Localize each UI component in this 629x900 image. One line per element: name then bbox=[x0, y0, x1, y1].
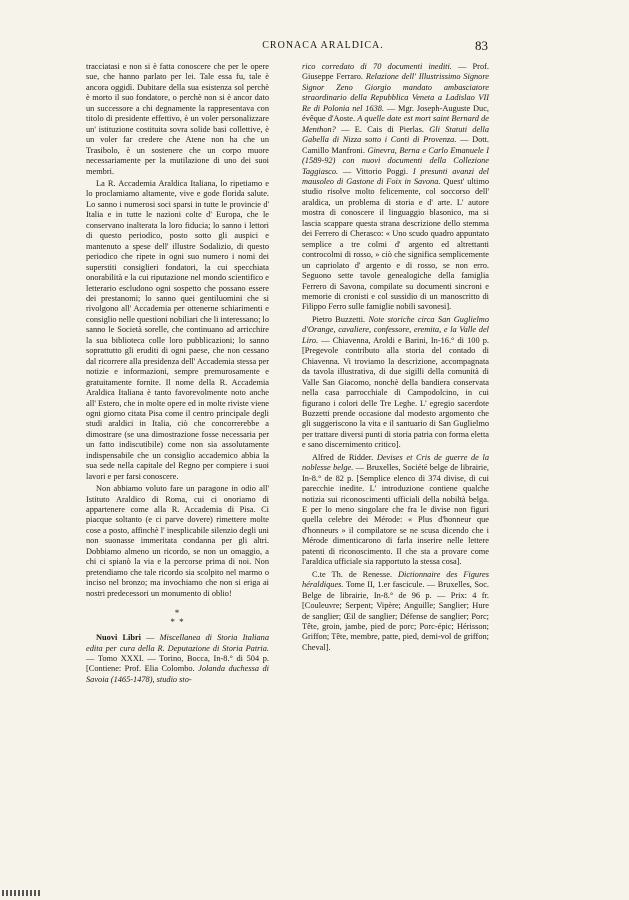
author: C.te Th. de Renesse. bbox=[312, 569, 398, 579]
entry-buzzetti bbox=[302, 315, 489, 451]
section-heading-nuovi-libri: Nuovi Libri bbox=[96, 633, 141, 643]
author: — Mgr. Joseph-Auguste Duc, évêque d'Aoste. bbox=[302, 103, 489, 124]
entry-miscellanea-contents bbox=[302, 62, 489, 313]
book-title: Miscellanea di Storia Italiana edita per cura della R. Deputazione di Storia Patria. bbox=[86, 633, 270, 653]
review-text: Tome II, 1.er fascicule. — Bruxelles, Soc. Belge de librairie, In-8.° de 96 p. — Prix: 4 fr. [Couleuvre; Serpent; Vipère; Anguille; Sanglier; Hure de sanglier; Œil de sanglier; Défense de sanglier; Porc; Tête, groin, jambe, pied de porc; Porc-épic; Hérisson; Griffon; Tête, membre, patte, pied, demi-vol de griffon; Cheval]. bbox=[302, 580, 489, 652]
book-title: Devises et Cris de guerre de la noblesse belge. bbox=[302, 452, 489, 473]
section-separator-stars: * * * bbox=[170, 608, 185, 628]
dash: — bbox=[141, 633, 160, 643]
author: Alfred de Ridder. bbox=[312, 452, 377, 462]
paragraph-accademia: La R. Accademia Araldica Italiana, lo ripetiamo e lo proclamiamo altamente, vive e gode florida salute. Lo sanno i numerosi soci sparsi in tutte le provincie d' Italia e in tutte le nazioni colte d' Europa, che le conservano inalterata la loro fiducia; lo sanno i lettori di questo periodico, posto sotto gli auspici e mantenuto a spese dell' illustre Sodalizio, di questo periodico che ripete in ogni suo numero i nomi dei superstiti consiglieri fondatori, la cui specchiata onorabilità e la cui riputazione nel mondo scientifico e letterario escludono ogni sospetto che possano essere dei prestanomi; lo sanno quei gentiluomini che si rivolgono all' Accademia per ottenerne schiarimenti e consiglio nelle questioni nobiliari che li interessano; lo sanno le Società sorelle, che continuano ad arricchire la sua biblioteca colle loro pubblicazioni; lo sanno soprattutto gli eruditi di ogni paese, che non cessano dal ricorrere alla presidenza dell' Accademia stessa per notizie e informazioni, sempre premurosamente e gratuitamente fornite. Il nome della R. Accademia Araldica Italiana è tanto favorevolmente noto anche all' Estero, che in molte opere ed in molte riviste viene ogni giorno citata Pisa come il centro principale degli studi araldici in Italia, ciò che concorrerebbe a dimostrare (se una dimostrazione fosse necessaria per un fatto indiscutibile) come non sia assolutamente indispensabile che un consiglio accademico abbia la sua sede nella capitale del Regno per compiere i suoi lavori e per farsi conoscere. bbox=[86, 178, 269, 481]
article-title: Jolanda duchessa di Savoia (1465-1478), studio sto- bbox=[86, 664, 269, 684]
author: — Dott. Camillo Manfroni. bbox=[302, 135, 489, 155]
article-title: I presunti avanzi del mausoleo di Gastone di Foix in Savona. bbox=[302, 166, 489, 186]
author: — Vittorio Poggi. bbox=[338, 166, 413, 176]
article-title: Gli Statuti della Gabella di Nizza sotto i Conti di Provenza. bbox=[302, 124, 489, 145]
left-column bbox=[86, 62, 269, 685]
nuovi-libri-entry bbox=[86, 633, 269, 685]
running-header-title: CRONACA ARALDICA. bbox=[262, 40, 384, 51]
article-title: rico corredato di 70 documenti inediti. bbox=[302, 62, 452, 71]
article-title: A quelle date est mort saint Bernard de Menthon? bbox=[302, 114, 490, 134]
right-column bbox=[302, 62, 489, 653]
scan-ruler-mark bbox=[2, 890, 40, 896]
author: — E. Cais di Pierlas. bbox=[335, 124, 430, 134]
book-details: — Tomo XXXI. — Torino, Bocca, In-8.° di 504 p. [Contiene: Prof. Elia Colombo. bbox=[86, 654, 269, 674]
article-title: Ginevra, Berna e Carlo Emanuele I (1589-92) con nuovi documenti della Collezione Taggiasco. bbox=[302, 145, 489, 176]
entry-renesse bbox=[302, 570, 489, 654]
book-title: Note storiche circa San Guglielmo d'Orange, cavaliere, confessore, eremita, e la Valle del Liro. bbox=[302, 314, 490, 345]
page-number: 83 bbox=[475, 38, 488, 53]
review-text: — Bruxelles, Société belge de librairie, In-8.° de 82 p. [Semplice elenco di 374 divise, di cui parecchie inedite. L' introduzione contiene qualche notizia sui riconoscimenti ufficiali della nobiltà belga. E per lo meno singolare che fra le divise non figuri quella celebre dei Mérode: « Plus d'honneur que d'honneurs » il compilatore se ne scusa dicendo che i Mérode dimenticarono di farla inserire nelle lettere patenti di riconoscimento. Il che sta a provare come l'araldica ufficiale sia rapportuto la stessa cosa]. bbox=[302, 463, 489, 567]
book-title: Dictionnaire des Figures héraldiques. bbox=[302, 569, 489, 590]
review-text: — Chiavenna, Aroldi e Barini, In-16.° di 100 p. [Pregevole contributo alla storia del contado di Chiavenna. Vi troviamo la descrizione, accompagnata da tavola illustrativa, di due sigilli della comunità di Valle San Giacomo, nonchè della bandiera conservata nella casa parrocchiale di Campodolcino, in cui figurano i colori delle Tre Leghe. L' egregio sacerdote Buzzetti prende occasione dal modesto argomento che gli suggeriscono la vita e il santuario di San Guglielmo per trattare diversi punti di storia patria con forma eletta e sano discernimento critico]. bbox=[302, 335, 489, 450]
review-text: Quest' ultimo studio risolve molto felicemente, col soccorso dell' araldica, un problema di storia e d' arte. L' autore mostra di conoscere il linguaggio blasonico, ma si lascia scappare questa strana descrizione dello stemma dei Ferrero di Cherasco: « Uno scudo quadro appuntato semplice a tre colmi d' argento ed altrettanti controcolmi di rosso, » ciò che significa semplicemente un capriolato d' argento e di rosso, se non erro. Seguono sette tavole genealogiche della famiglia Ferrero di Savona, compilate su documenti sincroni e memorie di cronisti e col sussidio di un manoscritto di Filippo Ferro sulle famiglie nobili savonesi]. bbox=[302, 176, 489, 312]
entry-de-ridder bbox=[302, 453, 489, 568]
author: — Prof. Giuseppe Ferraro. bbox=[302, 62, 489, 82]
author: Pietro Buzzetti. bbox=[312, 314, 369, 324]
paragraph-continuation: tracciatasi e non si è fatta conoscere che per le opere sue, che hanno parlato per lei. Tale essa fu, tale è ancora oggidì. Dubitare della sua esistenza sol perchè è morto il suo fondatore, o perchè non si è ancor dato un successore a chi degnamente la rappresentava con titolo di presidente effettivo, è un voler personalizzare un' istituzione costituita sovra solide basi collettive, è un voler far credere che Atene non ha che un Trasibolo, è un sostenere che un corpo muore necessariamente per la mutilazione di uno dei suoi membri. bbox=[86, 62, 269, 176]
article-title: Relazione dell' Illustrissimo Signore Signor Zeno Giorgio mandato ambasciatore straordinario della Repubblica Veneta a Ladislao VII Re di Polonia nel 1638. bbox=[302, 72, 489, 113]
paragraph-paragone: Non abbiamo voluto fare un paragone in odio all' Istituto Araldico di Roma, cui ci onoriamo di appartenere come alla R. Accademia di Pisa. Ci piacque soltanto (e ci parve dovere) rimettere molte cose a posto, affinchè l' inesplicabile silenzio degli uni non suonasse immeritata condanna per gli altri. Dobbiamo almeno un ricordo, se non un omaggio, a chi ci spianò la via e la percorse prima di noi. Non pretendiamo che tale ricordo sia scolpito nel marmo o inciso nel bronzo; ma invochiamo che non si eriga ai nostri predecessori un monumento di oblio! bbox=[86, 484, 269, 598]
